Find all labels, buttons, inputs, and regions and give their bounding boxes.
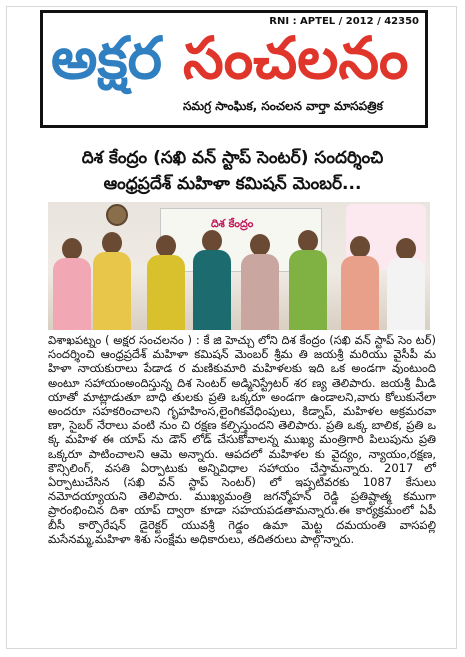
headline-line-1: దిశ కేంద్రం (సఖి వన్ స్టాప్ సెంటర్) సందర్శించి	[81, 148, 384, 168]
newspaper-name-part2: సంచలనం	[183, 24, 409, 92]
group-photo	[48, 202, 430, 330]
person-figure	[90, 232, 134, 330]
person-figure	[144, 235, 188, 330]
rni-number: RNI : APTEL / 2012 / 42350	[269, 16, 419, 27]
banner-title: దిశ కేంద్రం	[211, 217, 254, 230]
person-figure	[238, 234, 282, 330]
person-figure	[190, 230, 234, 330]
newspaper-tagline: సమగ్ర సాంఘిక, సంచలన వార్తా మాసపత్రిక	[183, 99, 383, 113]
masthead	[40, 10, 428, 128]
headline-line-2: ఆంధ్రప్రదేశ్ మహిళా కమిషన్ మెంబర్...	[103, 174, 362, 194]
person-figure	[384, 238, 428, 330]
article-body: విశాఖపట్నం ( అక్షర సంచలనం ) : కే జి హెచ్చు లోని దిశ కేంద్రం (సఖి వన్ స్టాప్ సెం టర్) సందర్శించి ఆంధ్రప్రదేశ్ మహిళా కమిషన్ మెంబర్ శ్రీమ తి జయశ్రీ మరియు వైసీపీ మ హిళా నాయకురాలు పేడాడ ర మణికుమారి మహిళలకు ఇది ఒక అండగా వుంటుంది అంటూ సహాయంఅందిస్తున్న దిశ సెంటర్ అడ్మినిస్ట్రేటర్ శర ణ్య తెలిపారు. జయశ్రీ మీడి యాతో మాట్లాడుతూ బాధి తులకు ప్రతి ఒక్కరూ అండగా ఉండాలని,వారు కోలుకునేలా అందరూ సహకరించాలని గృహహింస,లైంగికవేధింపులు, కిడ్నాప్, మహిళల అక్రమరవా ణా, సైబర్ నేరాలు వంటి నుం చి రక్షణ కల్పిస్తుందని తెలిపారు. ప్రతి ఒక్క బాలిక, ప్రతి ఒ క్క మహిళ ఈ యాప్ ను డౌన్ లోడ్ చేసుకోవాలన్న ముఖ్య మంత్రిగారి పిలుపును ప్రతి ఒక్కరూ పాటించాలని ఆమె అన్నారు. ఆపదలో మహిళల కు వైద్యం, న్యాయం,రక్షణ, కౌన్సిలింగ్, వసతి ఏర్పాటుకు అన్నివిధాల సహాయం చేస్తామన్నారు. 2017 లో ఏర్పాటుచేసిన (సఖి వన్ స్టాప్ సెంటర్) లో ఇప్పటివరకు 1087 కేసులు నమోదయ్యాయని తెలిపారు. ముఖ్యమంత్రి జగన్మోహన్ రెడ్డి ప్రతిష్టాత్మ కముగా ప్రారంభించిన దిశా యాప్ ద్వారా కూడా సహయపడతామన్నారు.ఈ కార్యక్రమంలో ఏపీ బీసీ కార్పొరేషన్ డైరెక్టర్ యువశ్రీ గెడ్డం ఉమా మెట్ట దమయంతి వాసపల్లి మసేనమ్మ,మహిళా శిశు సంక్షేమ అధికారులు, తదితరులు పాల్గొన్నారు.	[48, 333, 436, 546]
person-figure	[286, 230, 330, 330]
wall-clock-icon	[106, 204, 128, 226]
newspaper-name-part1: అక్షర	[51, 24, 163, 92]
person-figure	[52, 238, 92, 330]
person-figure	[338, 236, 382, 330]
